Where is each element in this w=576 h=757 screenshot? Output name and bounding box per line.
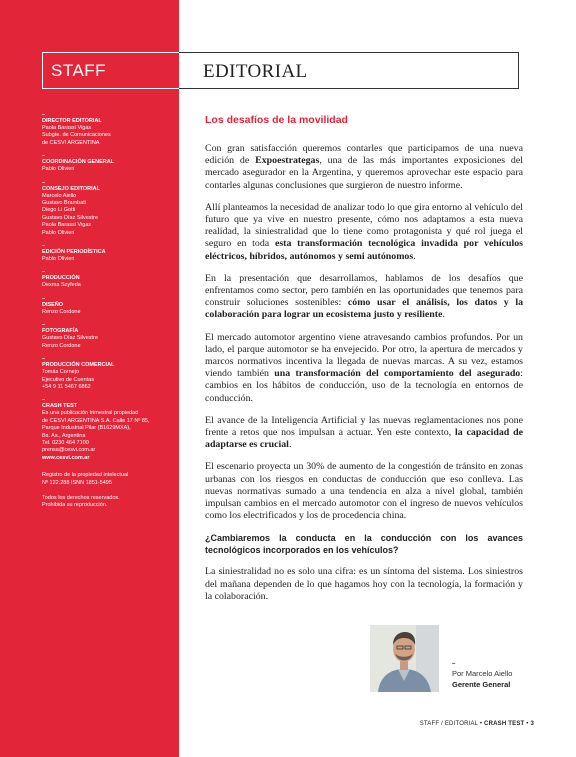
legal-notes [42, 472, 172, 510]
staff-role: DISEÑO [42, 301, 64, 308]
staff-dash: – [42, 179, 46, 186]
staff-header-label: STAFF [51, 61, 107, 80]
author-photo [370, 625, 439, 692]
staff-name: Tel. 0230 464 7100 [42, 439, 89, 446]
editorial-header-label: EDITORIAL [203, 61, 308, 82]
staff-section [42, 322, 172, 350]
staff-name: +54 9 11 5467 6862 [42, 383, 91, 390]
editorial-article [205, 114, 523, 613]
staff-dash: – [42, 397, 46, 404]
footer-magazine: CRASH TEST [484, 721, 525, 727]
staff-name: Renzo Cordone [42, 308, 81, 315]
page-footer [420, 721, 534, 727]
author-title: Gerente General [452, 680, 511, 689]
staff-section [42, 356, 172, 391]
staff-role: FOTOGRAFÍA [42, 328, 79, 335]
staff-dash: – [42, 295, 46, 302]
staff-role: PRODUCCIÓN [42, 275, 80, 282]
staff-name: Subgte. de Comunicaciones [42, 132, 111, 139]
staff-name: Parque Industrial Pilar (B1629MXA), [42, 425, 131, 432]
author-signature [452, 660, 512, 690]
paragraph-4: El mercado automotor argentino viene atravesando cambios profundos. Por un lado, el parque automotor se ha envejecido. Por otro, la apertura de mercados y marcos normativos incentiva la llegada de nuevas marcas. A su vez, estamos viendo también una transformación del comportamiento del asegurado: cambios en los hábitos de conducción, uso de la tecnología en entornos de conducción. [205, 331, 523, 404]
page-number: 3 [530, 721, 534, 727]
staff-name: Gustavo Díaz Silvestre [42, 214, 98, 221]
staff-name: de CESVI ARGENTINA S.A. Calle 17 Nº 85, [42, 417, 150, 424]
staff-name: Paola Barassi Vigas [42, 125, 92, 131]
staff-role: PRODUCCIÓN COMERCIAL [42, 362, 115, 369]
author-portrait-image [370, 625, 439, 692]
staff-section [42, 397, 172, 462]
staff-name: Diego Li Gotti [42, 207, 76, 214]
staff-name: Marcelo Aiello [42, 192, 77, 199]
staff-role: COORDINACIÓN GENERAL [42, 159, 115, 166]
staff-header-box [42, 52, 179, 89]
paragraph-2: Allí planteamos la necesidad de analizar todo lo que gira entorno al vehículo del futuro que ya vive en nuestro presente, cómo nos adaptamos a esta nueva realidad, la siniestralidad que lo tiene como protagonista y qué rol juega el seguro en toda esta transformación tecnológica invadida por vehículos eléctricos, híbridos, autónomos y semi autónomos. [205, 201, 523, 262]
staff-dash: – [42, 153, 46, 160]
staff-name: Gustavo Díaz Silvestre [42, 335, 98, 342]
staff-section [42, 180, 172, 237]
staff-dash: – [42, 322, 46, 329]
staff-section [42, 296, 172, 316]
website-link[interactable]: www.cesvi.com.ar [42, 454, 90, 461]
legal-note: Registro de la propiedad intelectual [42, 472, 129, 479]
staff-name: Bs. As., Argentina [42, 432, 86, 439]
staff-name: Dexma Szyfeda [42, 282, 81, 289]
author-name: Por Marcelo Aiello [452, 669, 513, 678]
staff-name: de CESVI ARGENTINA [42, 139, 100, 146]
staff-dash: – [42, 356, 46, 363]
staff-name: Es una publicación trimestral propiedad [42, 410, 139, 417]
staff-name: Paola Barassi Vigas [42, 222, 92, 229]
paragraph-6: El escenario proyecta un 30% de aumento de la congestión de tránsito en zonas urbanas con los riesgos en conductas de conducción que eso conlleva. Las nuevas normativas sumado a una tendencia en alza a nivel global, también impulsan cambios en el mercado automotor con el ingreso de nuevos vehículos como los electrificados y los de procedencia china. [205, 461, 523, 522]
staff-name: Pablo Olivieri [42, 229, 75, 236]
article-headline: Los desafíos de la movilidad [205, 114, 348, 126]
footer-section: STAFF / EDITORIAL [419, 721, 478, 727]
staff-section [42, 269, 172, 289]
legal-note: Todos los derechos reservados. [42, 494, 120, 501]
footer-separator: • [526, 721, 529, 727]
staff-role: EDICIÓN PERIODÍSTICA [42, 249, 106, 256]
staff-section [42, 243, 172, 263]
legal-note: Nº 122.288 ISNN 1851-5495 [42, 479, 112, 486]
staff-name: Pablo Olivieri [42, 256, 75, 263]
staff-name: Tomás Cornejo [42, 369, 79, 376]
staff-name: Pablo Olivieri [42, 166, 75, 173]
staff-section [42, 153, 172, 173]
staff-section [42, 112, 172, 147]
staff-name: Gustavo Brambati [42, 200, 87, 207]
paragraph-5: El avance de la Inteligencia Artificial y las nuevas reglamentaciones nos pone frente a retos que nos impulsan a actuar. Yen este contexto, la capacidad de adaptarse es crucial. [205, 414, 523, 451]
staff-role: CONSEJO EDITORIAL [42, 185, 100, 192]
legal-note: Prohibida su reproducción. [42, 502, 108, 509]
paragraph-1: Con gran satisfacción queremos contarles que participamos de una nueva edición de Expoestrategas, una de las más importantes exposiciones del mercado asegurador en la Argentina, y queremos aprovechar este espacio para contarles algunas conclusiones que surgieron de nuestro informe. [205, 143, 523, 191]
staff-name: Renzo Cordone [42, 342, 81, 349]
paragraph-3: En la presentación que desarrollamos, hablamos de los desafíos que enfrentamos como sector, pero también en las oportunidades que tenemos para construir soluciones sostenibles: cómo usar el análisis, los datos y la colaboración para lograr un ecosistema justo y resiliente. [205, 272, 524, 321]
staff-credits [42, 112, 172, 510]
staff-name: Ejecutivo de Cuentas [42, 376, 94, 383]
staff-role: DIRECTOR EDITORIAL [42, 118, 102, 124]
question-paragraph: ¿Cambiaremos la conducta en la conducción con los avances tecnológicos incorporados en los vehículos? [205, 533, 523, 556]
author-dash: – [452, 661, 456, 667]
editorial-header-box [179, 52, 519, 89]
paragraph-7: La siniestralidad no es solo una cifra: es un síntoma del sistema. Los siniestros del mañana dependen de lo que hagamos hoy con la tecnología, la formación y la colaboración. [205, 566, 523, 602]
staff-dash: – [42, 269, 46, 276]
staff-dash: – [42, 243, 46, 250]
staff-role: CRASH TEST [42, 403, 78, 410]
staff-name: prensa@cesvi.com.ar [42, 447, 96, 454]
footer-separator: • [479, 721, 483, 727]
staff-dash: – [42, 112, 46, 118]
